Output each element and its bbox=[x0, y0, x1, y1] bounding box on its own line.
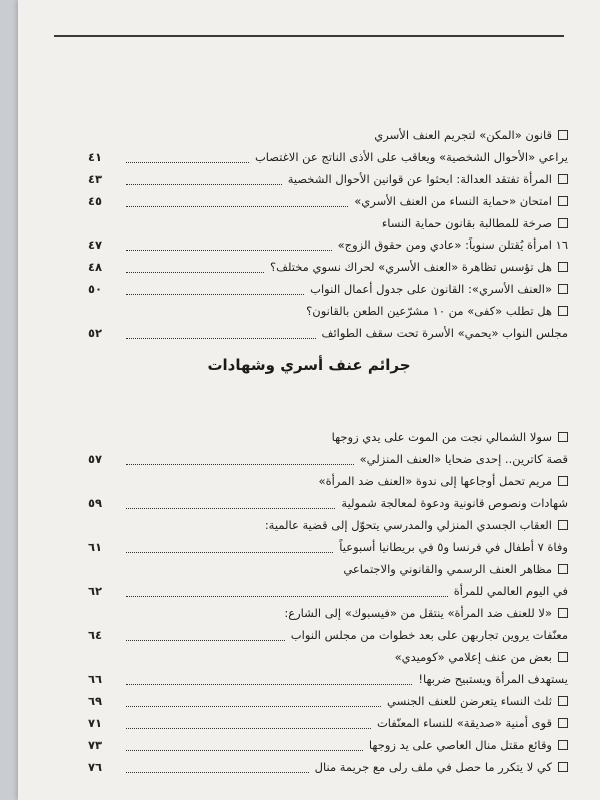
checkbox-icon bbox=[558, 432, 568, 442]
entry-title: وفاة ٧ أطفال في فرنسا و٥ في بريطانيا أسبوعياً bbox=[339, 540, 568, 554]
page-number: ٧١ bbox=[88, 716, 103, 730]
entry-title: في اليوم العالمي للمرأة bbox=[453, 584, 568, 598]
toc-entry bbox=[88, 712, 568, 734]
checkbox-icon bbox=[558, 174, 568, 184]
dot-leader bbox=[126, 762, 309, 773]
toc-entry bbox=[88, 322, 568, 344]
entry-title: امتحان «حماية النساء من العنف الأسري» bbox=[354, 194, 552, 208]
toc-entry bbox=[88, 602, 568, 624]
dot-leader bbox=[126, 262, 264, 273]
entry-title: معنّفات يروين تجاربهن على بعد خطوات من مجلس النواب bbox=[290, 628, 568, 642]
checkbox-icon bbox=[558, 476, 568, 486]
dot-leader bbox=[126, 740, 363, 751]
checkbox-icon bbox=[558, 608, 568, 618]
toc-entry bbox=[88, 300, 568, 322]
dot-leader bbox=[126, 454, 354, 465]
entry-title: «العنف الأسري»: القانون على جدول أعمال النواب bbox=[310, 282, 552, 296]
entry-title: سولا الشمالي نجت من الموت على يدي زوجها bbox=[331, 430, 552, 444]
page-number: ٦١ bbox=[88, 540, 103, 554]
page-number: ٤٣ bbox=[88, 172, 103, 186]
checkbox-icon bbox=[558, 262, 568, 272]
page-number: ٥٩ bbox=[88, 496, 103, 510]
entry-title: مريم تحمل أوجاعها إلى ندوة «العنف ضد المرأة» bbox=[318, 474, 552, 488]
dot-leader bbox=[126, 718, 371, 729]
entry-title: يستهدف المرأة ويستبيح ضربها! bbox=[418, 672, 568, 686]
checkbox-icon bbox=[558, 306, 568, 316]
dot-leader bbox=[126, 328, 316, 339]
entry-title: كي لا يتكرر ما حصل في ملف رلى مع جريمة منال bbox=[314, 760, 552, 774]
entry-title: ثلث النساء يتعرضن للعنف الجنسي bbox=[386, 694, 552, 708]
dot-leader bbox=[126, 174, 282, 185]
page-number: ٦٢ bbox=[88, 584, 103, 598]
toc-entry bbox=[88, 470, 568, 492]
header-rule bbox=[54, 35, 564, 37]
entry-title: مظاهر العنف الرسمي والقانوني والاجتماعي bbox=[343, 562, 552, 576]
toc-entry bbox=[88, 426, 568, 448]
entry-title: صرخة للمطالبة بقانون حماية النساء bbox=[381, 216, 552, 230]
dot-leader bbox=[126, 674, 412, 685]
dot-leader bbox=[126, 196, 348, 207]
dot-leader bbox=[126, 586, 448, 597]
toc-entry bbox=[88, 536, 568, 558]
page-number: ٤٨ bbox=[88, 260, 103, 274]
checkbox-icon bbox=[558, 718, 568, 728]
checkbox-icon bbox=[558, 564, 568, 574]
page-number: ٥٠ bbox=[88, 282, 103, 296]
toc-entry bbox=[88, 668, 568, 690]
checkbox-icon bbox=[558, 652, 568, 662]
page-number: ٥٢ bbox=[88, 326, 103, 340]
checkbox-icon bbox=[558, 218, 568, 228]
dot-leader bbox=[126, 696, 381, 707]
checkbox-icon bbox=[558, 520, 568, 530]
dot-leader bbox=[126, 498, 335, 509]
toc-entry bbox=[88, 256, 568, 278]
dot-leader bbox=[126, 542, 333, 553]
entry-title: يراعي «الأحوال الشخصية» ويعاقب على الأذى الناتج عن الاغتصاب bbox=[254, 150, 568, 164]
section-heading: جرائم عنف أسري وشهادات bbox=[207, 356, 411, 374]
dot-leader bbox=[126, 284, 304, 295]
checkbox-icon bbox=[558, 762, 568, 772]
toc-entry bbox=[88, 146, 568, 168]
page-number: ٤٥ bbox=[88, 194, 103, 208]
toc-entry bbox=[88, 690, 568, 712]
toc-entry bbox=[88, 124, 568, 146]
entry-title: شهادات ونصوص قانونية ودعوة لمعالجة شمولية bbox=[341, 496, 568, 510]
entry-title: ١٦ امرأة يُقتلن سنوياً: «عادي ومن حقوق الزوج» bbox=[337, 238, 568, 252]
checkbox-icon bbox=[558, 196, 568, 206]
toc-entry bbox=[88, 212, 568, 234]
page-number: ٤٧ bbox=[88, 238, 103, 252]
entry-title: هل تؤسس تظاهرة «العنف الأسري» لحراك نسوي مختلف؟ bbox=[269, 260, 552, 274]
page-number: ٥٧ bbox=[88, 452, 103, 466]
page-number: ٧٣ bbox=[88, 738, 103, 752]
toc-entry bbox=[88, 190, 568, 212]
checkbox-icon bbox=[558, 284, 568, 294]
entry-title: «لا للعنف ضد المرأة» ينتقل من «فيسبوك» إلى الشارع: bbox=[284, 606, 552, 620]
entry-title: المرأة تفتقد العدالة: ابحثوا عن قوانين الأحوال الشخصية bbox=[287, 172, 552, 186]
toc-entry bbox=[88, 448, 568, 470]
checkbox-icon bbox=[558, 130, 568, 140]
book-page bbox=[18, 0, 600, 800]
toc-entry bbox=[88, 514, 568, 536]
entry-title: مجلس النواب «يحمي» الأسرة تحت سقف الطوائف bbox=[321, 326, 568, 340]
toc-entry bbox=[88, 756, 568, 778]
dot-leader bbox=[126, 152, 249, 163]
toc-entry bbox=[88, 734, 568, 756]
toc-entry bbox=[88, 624, 568, 646]
checkbox-icon bbox=[558, 696, 568, 706]
toc-entry bbox=[88, 234, 568, 256]
toc-entry bbox=[88, 168, 568, 190]
page-number: ٧٦ bbox=[88, 760, 103, 774]
entry-title: العقاب الجسدي المنزلي والمدرسي يتحوّل إلى قضية عالمية: bbox=[264, 518, 552, 532]
entry-title: قصة كاترين.. إحدى ضحايا «العنف المنزلي» bbox=[359, 452, 568, 466]
page-number: ٦٩ bbox=[88, 694, 103, 708]
toc-entry bbox=[88, 580, 568, 602]
dot-leader bbox=[126, 630, 285, 641]
entry-title: هل تطلب «كفى» من ١٠ مشرّعين الطعن بالقانون؟ bbox=[306, 304, 552, 318]
entry-title: وقائع مقتل منال العاصي على يد زوجها bbox=[368, 738, 552, 752]
page-number: ٦٦ bbox=[88, 672, 103, 686]
toc-entry bbox=[88, 646, 568, 668]
entry-title: قانون «المكن» لتجريم العنف الأسري bbox=[374, 128, 552, 142]
dot-leader bbox=[126, 240, 332, 251]
page-number: ٦٤ bbox=[88, 628, 103, 642]
checkbox-icon bbox=[558, 740, 568, 750]
toc-entry bbox=[88, 492, 568, 514]
entry-title: بعض من عنف إعلامي «كوميدي» bbox=[394, 650, 552, 664]
toc-entry bbox=[88, 278, 568, 300]
toc-entry bbox=[88, 558, 568, 580]
entry-title: قوى أمنية «صديقة» للنساء المعنّفات bbox=[376, 716, 552, 730]
page-number: ٤١ bbox=[88, 150, 103, 164]
